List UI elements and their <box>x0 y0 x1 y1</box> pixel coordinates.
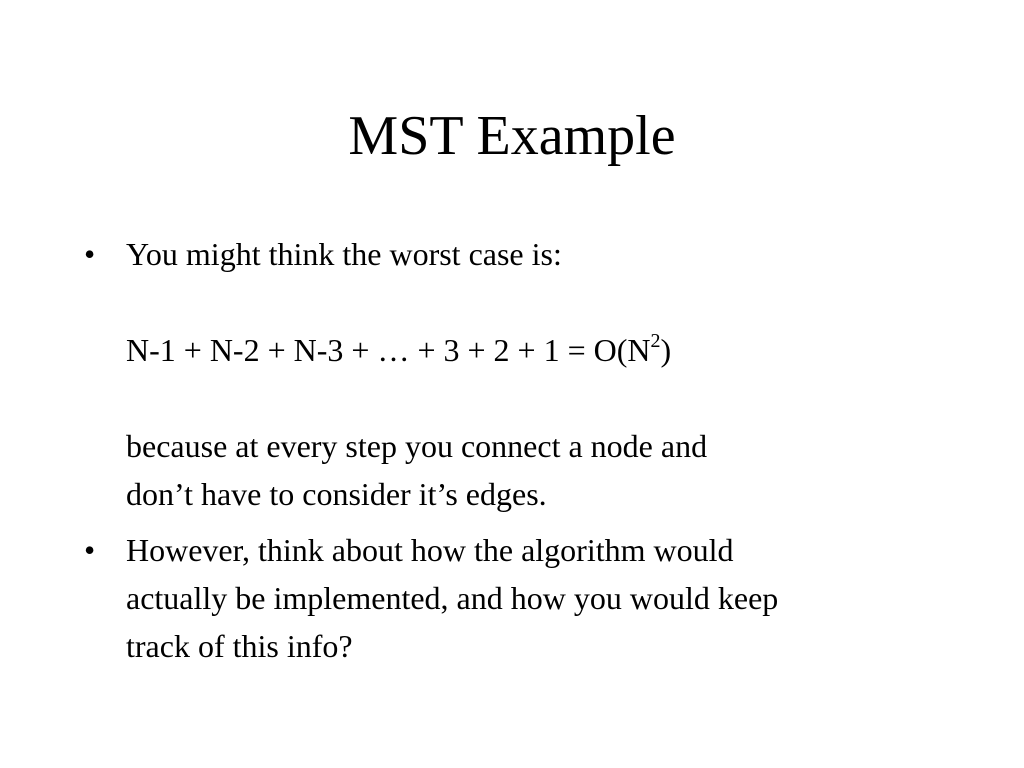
bullet-marker: • <box>84 236 96 272</box>
explanation-line-1: because at every step you connect a node and <box>126 428 708 464</box>
bullet-text-lead: You might think the worst case is: <box>126 236 562 272</box>
formula-superscript: 2 <box>650 330 661 352</box>
explanation-line-2: don’t have to consider it’s edges. <box>126 476 547 512</box>
bullet-text-line-1: However, think about how the algorithm would <box>126 532 734 568</box>
formula-text: N-1 + N-2 + N-3 + … + 3 + 2 + 1 = O(N <box>126 332 651 368</box>
bullet-text-line-3: track of this info? <box>126 628 353 664</box>
slide-title: MST Example <box>348 105 676 167</box>
formula-line <box>126 326 671 374</box>
bullet-text-line-2: actually be implemented, and how you would keep <box>126 580 779 616</box>
bullet-marker: • <box>84 532 96 568</box>
formula-close: ) <box>660 332 672 368</box>
